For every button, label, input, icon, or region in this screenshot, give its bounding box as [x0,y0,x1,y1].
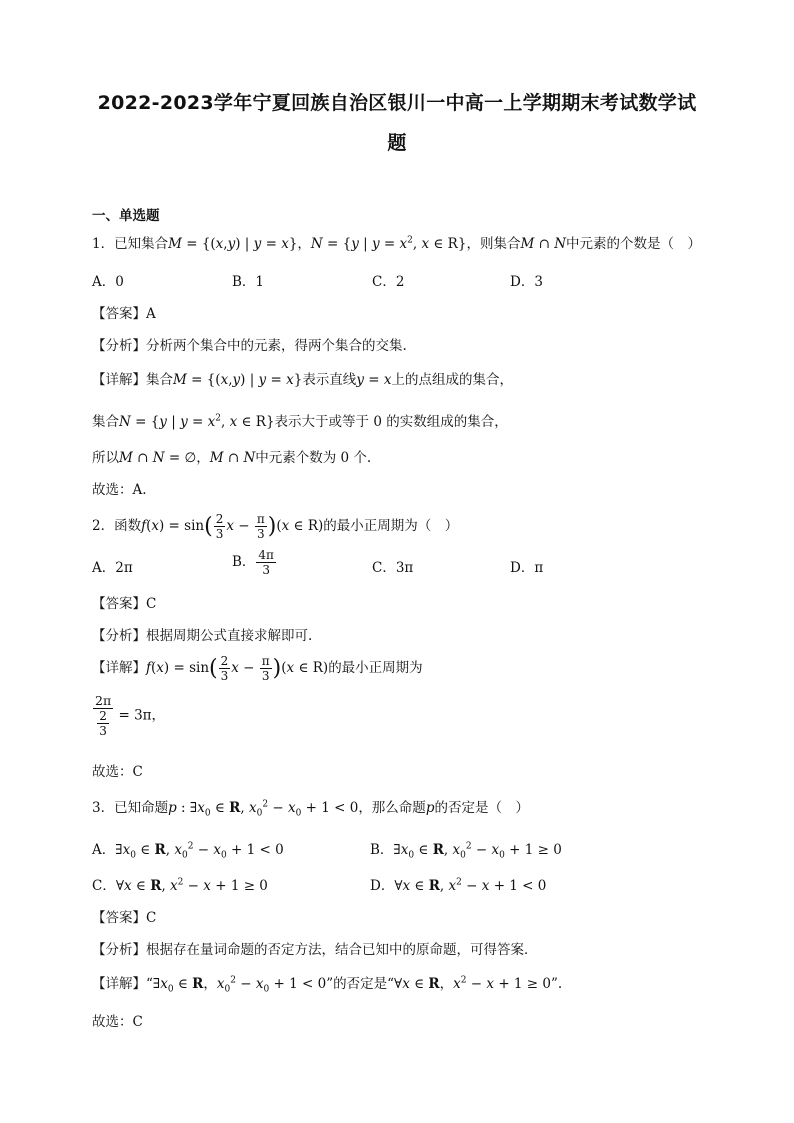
q2-conclusion: 故选：C [92,764,143,780]
document-title-line2: 题 [387,132,407,154]
q2-detail-line2: $\frac{2\pi}{\frac{2}{3}}$ = 3π， [95,693,166,738]
q1-detail-line1: 【详解】集合M = {(x,y) | y = x}表示直线y = x上的点组成的集合， [92,372,513,388]
q3-option-d: D．∀x ∈ R, $x^2 - x + 1 < 0$ [370,877,547,894]
q2-detail-line1: 【详解】f(x) = sin( $\frac{2}{3}$ x − $\frac{\pi}{3}$ )(x ∈ R)的最小正周期为 [92,654,423,683]
q1-option-c: C．2 [372,274,405,290]
q2-option-b: B． $\frac{4\pi}{3}$ [232,548,274,577]
q1-detail-line2: 集合N = {y | $y = x^2$, x ∈ R}表示大于或等于 0 的实数组成的集合， [92,413,508,430]
q1-option-a: A．0 [92,274,124,290]
q1-stem: 1．已知集合M = {(x,y) | y = x}，N = {y | $y = x^2$, x ∈ R}，则集合M ∩ N中元素的个数是（ ） [92,235,701,252]
document-title-line1: 2022-2023学年宁夏回族自治区银川一中高一上学期期末考试数学试 [97,92,697,114]
q1-option-b: B．1 [232,274,265,290]
section-title: 一、单选题 [92,208,160,224]
q3-conclusion: 故选：C [92,1014,143,1030]
q2-analysis: 【分析】根据周期公式直接求解即可. [92,628,313,644]
q3-analysis: 【分析】根据存在量词命题的否定方法，结合已知中的原命题，可得答案． [92,942,538,958]
q3-answer: 【答案】C [92,910,157,926]
q2-answer: 【答案】C [92,596,157,612]
q1-conclusion: 故选：A. [92,482,147,498]
q3-option-a: A．$\exists x_0$ ∈ R, $x_0^2 - x_0 + 1 < 0$ [92,841,284,861]
q1-answer: 【答案】A [92,306,156,322]
q3-option-c: C．∀x ∈ R, $x^2 - x + 1 \ge 0$ [92,877,268,894]
q1-analysis: 【分析】分析两个集合中的元素，得两个集合的交集. [92,338,407,354]
q3-detail: 【详解】“$\exists x_0$ ∈ R，$x_0^2 - x_0 + 1 < 0$”的否定是“∀x ∈ R，$x^2 - x + 1 \ge 0$”. [92,975,563,995]
q3-stem: 3．已知命题p : $\exists x_0$ ∈ R, $x_0^2 - x_0 + 1 < 0$，那么命题p的否定是（ ） [92,799,529,819]
q2-option-c: C．3π [372,560,414,576]
q2-option-a: A．2π [92,560,133,576]
q2-option-d: D．π [510,560,544,576]
q3-option-b: B．$\exists x_0$ ∈ R, $x_0^2 - x_0 + 1 \ge 0$ [370,841,562,861]
q1-option-d: D．3 [510,274,543,290]
q1-detail-line3: 所以M ∩ N = ∅，M ∩ N中元素个数为 0 个. [92,450,372,466]
q2-stem: 2．函数f(x) = sin( $\frac{2}{3}$ x − $\frac{\pi}{3}$ )(x ∈ R)的最小正周期为（ ） [92,512,459,541]
